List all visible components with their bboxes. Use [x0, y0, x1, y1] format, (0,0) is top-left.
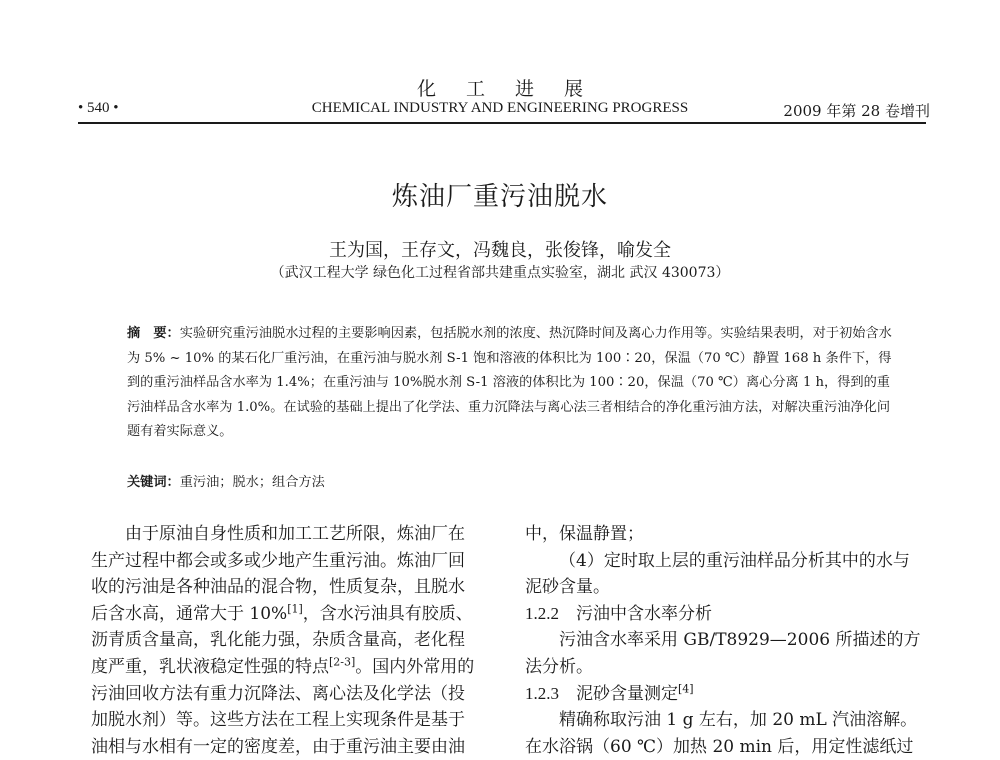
paragraph-line: 中，保温静置；: [525, 524, 644, 544]
article-title: 炼油厂重污油脱水: [391, 182, 608, 212]
section-heading-1-2-2: [525, 601, 930, 628]
text-span: 度严重，乳状液稳定性强的特点: [91, 656, 329, 677]
citation: [1]: [287, 602, 303, 616]
issue-info: 2009 年第 28 卷增刊: [783, 102, 930, 120]
journal-title-cn: 化工进展: [416, 78, 613, 100]
abstract-label: 摘 要：: [127, 326, 180, 341]
paragraph-line: 在水浴锅（60 ℃）加热 20 min 后，用定性滤纸过: [525, 736, 914, 757]
paragraph-line: 污油含水率采用 GB/T8929—2006 所描述的方: [559, 630, 921, 651]
journal-title-en: CHEMICAL INDUSTRY AND ENGINEERING PROGRESS: [311, 100, 689, 116]
section-title: 泥砂含量测定: [576, 683, 678, 704]
paragraph-line: 加脱水剂）等。这些方法在工程上实现条件是基于: [91, 710, 465, 731]
paragraph-line: 精确称取污油 1 g 左右，加 20 mL 汽油溶解。: [559, 710, 918, 731]
paragraph-line: 污油回收方法有重力沉降法、离心法及化学法（投: [91, 683, 465, 704]
abstract: [127, 322, 893, 445]
paragraph-line: 法分析。: [525, 656, 593, 677]
keywords: [127, 471, 325, 490]
page-number: • 540 •: [78, 100, 119, 116]
paragraph-line: （4）定时取上层的重污油样品分析其中的水与: [559, 550, 910, 571]
paragraph-line: 泥砂含量。: [525, 577, 610, 598]
paragraph-line: [91, 601, 496, 628]
paragraph-line: 由于原油自身性质和加工工艺所限，炼油厂在: [125, 524, 465, 544]
paragraph-line: 沥青质含量高，乳化能力强，杂质含量高，老化程: [91, 630, 465, 651]
paragraph-line: 生产过程中都会或多或少地产生重污油。炼油厂回: [91, 550, 465, 571]
paragraph-line: [91, 654, 496, 681]
section-title: 污油中含水率分析: [576, 603, 712, 624]
body-column-right: [525, 521, 930, 760]
section-number: 1.2.2: [525, 603, 559, 623]
text-span: ，含水污油具有胶质、: [302, 603, 473, 624]
keywords-text: 重污油；脱水；组合方法: [179, 475, 325, 490]
text-span: 后含水高，通常大于 10%: [91, 603, 288, 624]
article-authors: 王为国，王存文，冯魏良，张俊锋，喻发全: [329, 240, 671, 261]
paragraph-line: 收的污油是各种油品的混合物，性质复杂，且脱水: [91, 577, 465, 598]
section-number: 1.2.3: [525, 683, 559, 703]
header-rule: [78, 122, 926, 124]
section-heading-1-2-3: [525, 681, 930, 708]
citation: [2-3]: [329, 655, 356, 669]
paragraph-line: 油相与水相有一定的密度差，由于重污油主要由油: [91, 736, 465, 757]
keywords-label: 关键词：: [127, 475, 180, 490]
article-affiliation: （武汉工程大学 绿色化工过程省部共建重点实验室，湖北 武汉 430073）: [270, 265, 730, 281]
text-span: 。国内外常用的: [355, 656, 475, 677]
citation: [4]: [678, 681, 694, 695]
body-column-left: [91, 521, 496, 760]
abstract-text: 实验研究重污油脱水过程的主要影响因素，包括脱水剂的浓度、热沉降时间及离心力作用等。实验结果表明，对于初始含水为 5% ~ 10% 的某石化厂重污油，在重污油与脱水剂 S-1 饱和溶液的体积比为 100∶20，保温（70 ℃）静置 168 h 条件下，得到的重污油样品含水率为 1.4%；在重污油与 10%脱水剂 S-1 溶液的体积比为 100∶20，保温（70 ℃）离心分离 1 h，得到的重污油样品含水率为 1.0%。在试验的基础上提出了化学法、重力沉降法与离心法三者相结合的净化重污油方法，对解决重污油净化问题有着实际意义。: [127, 326, 892, 439]
